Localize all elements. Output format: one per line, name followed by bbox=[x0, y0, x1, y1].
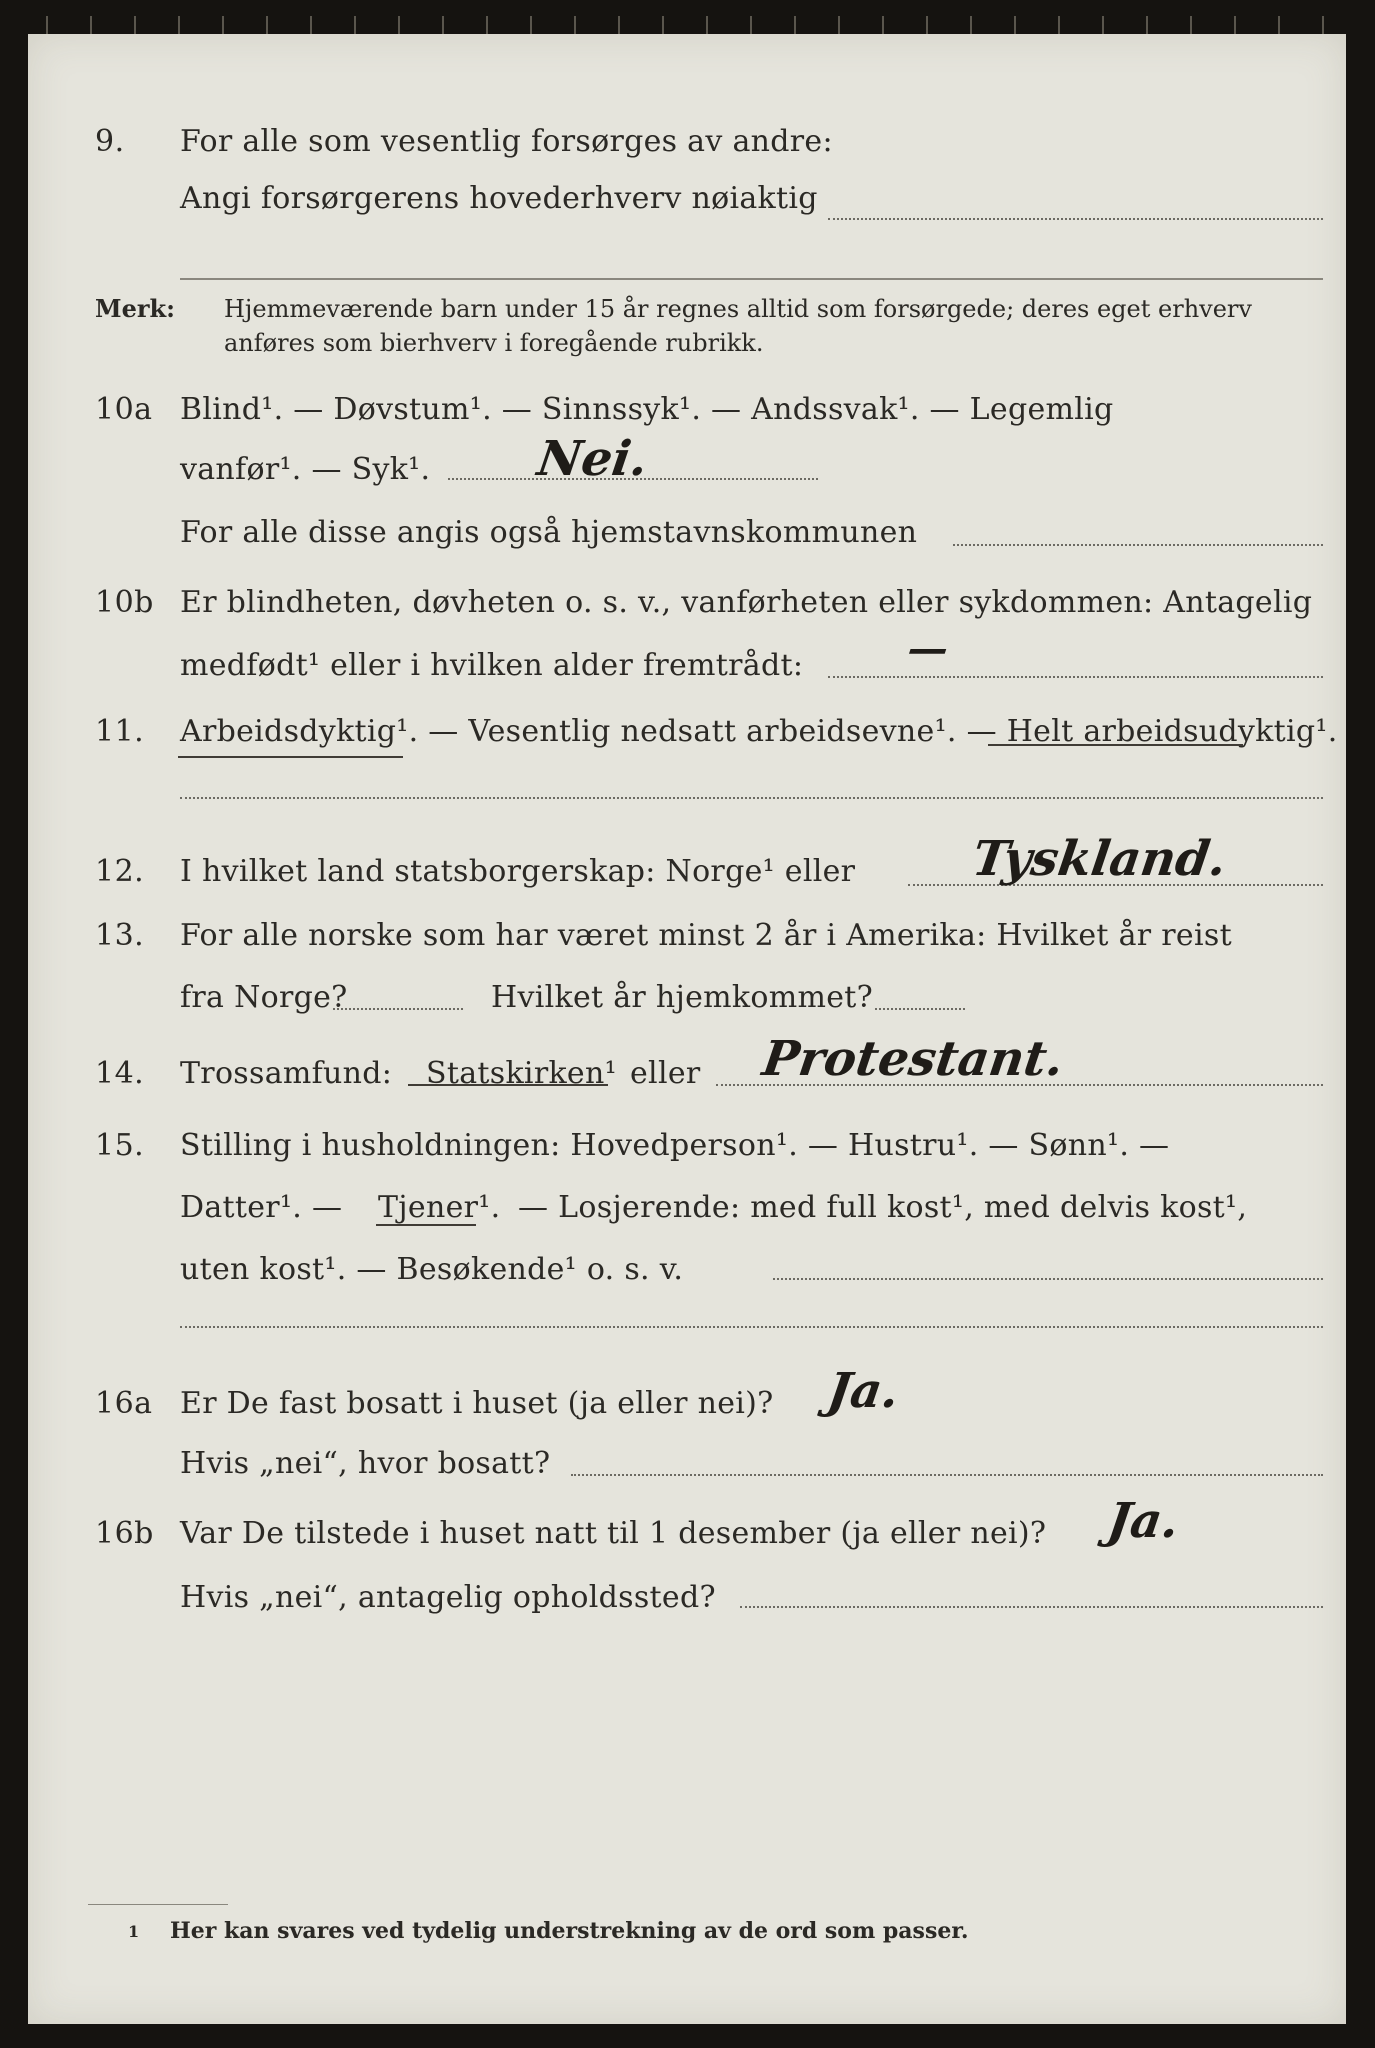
item-number: 10a bbox=[95, 392, 153, 427]
item-10a-line2 bbox=[28, 443, 1346, 497]
item-15-options: Stilling i husholdningen: Hovedperson¹. — Hustru¹. — Sønn¹. — bbox=[180, 1128, 1170, 1163]
item-16b-answer-field[interactable] bbox=[740, 1606, 1323, 1608]
item-10a-hometown-label: For alle disse angis også hjemstavnskommunen bbox=[180, 515, 918, 550]
option-arbeidsdyktig[interactable]: Arbeidsdyktig¹. bbox=[180, 714, 419, 749]
item-10a-line1 bbox=[28, 383, 1346, 437]
note-label: Merk: bbox=[95, 294, 175, 323]
item-16a-answer-field[interactable] bbox=[571, 1474, 1323, 1476]
item-15-datter[interactable]: Datter¹. — bbox=[180, 1190, 343, 1225]
item-9-provider-label: Angi forsørgerens hovederhverv nøiaktig bbox=[180, 181, 818, 216]
underline-statskirken bbox=[408, 1084, 608, 1086]
item-10a-options-2: vanfør¹. — Syk¹. bbox=[180, 452, 431, 487]
item-10b-answer-field[interactable] bbox=[828, 676, 1323, 678]
item-number: 14. bbox=[95, 1056, 145, 1091]
item-13-departure-label: fra Norge? bbox=[180, 980, 348, 1015]
item-9-answer-field[interactable] bbox=[828, 218, 1323, 220]
item-number: 11. bbox=[95, 714, 145, 749]
handwritten-answer-16a: Ja. bbox=[824, 1363, 903, 1419]
item-13-line2 bbox=[28, 971, 1346, 1025]
item-15-losjerende: — Losjerende: med full kost¹, med delvis kost¹, bbox=[518, 1190, 1248, 1225]
item-number: 16b bbox=[95, 1516, 154, 1551]
handwritten-answer-10a: Nei. bbox=[534, 431, 652, 487]
item-15-answer-field[interactable] bbox=[773, 1278, 1323, 1280]
item-11-options bbox=[180, 705, 1338, 759]
strikethrough-helt-udyktig bbox=[988, 744, 1243, 746]
item-13-return-label: Hvilket år hjemkommet? bbox=[491, 980, 874, 1015]
item-9-question: For alle som vesentlig forsørges av andre: bbox=[180, 124, 833, 159]
item-14-line1 bbox=[28, 1047, 1346, 1101]
underline-arbeidsdyktig bbox=[178, 756, 403, 758]
handwritten-answer-16b: Ja. bbox=[1104, 1493, 1183, 1549]
item-13-line1 bbox=[28, 909, 1346, 963]
item-16b-line2 bbox=[28, 1571, 1346, 1625]
item-10b-question-2: medfødt¹ eller i hvilken alder fremtrådt: bbox=[180, 648, 804, 683]
item-number: 16a bbox=[95, 1386, 153, 1421]
scan-edge bbox=[28, 16, 1346, 34]
census-form-page bbox=[28, 34, 1346, 2024]
option-helt-udyktig[interactable]: Helt arbeidsudyktig¹. bbox=[1006, 714, 1338, 749]
item-10a-hometown-field[interactable] bbox=[953, 544, 1323, 546]
handwritten-answer-12: Tyskland. bbox=[969, 831, 1231, 887]
item-number: 9. bbox=[95, 124, 125, 159]
item-10b-line2 bbox=[28, 639, 1346, 693]
option-nedsatt[interactable]: — Vesentlig nedsatt arbeidsevne¹. — bbox=[428, 714, 997, 749]
handwritten-answer-14: Protestant. bbox=[759, 1031, 1068, 1087]
item-number: 12. bbox=[95, 854, 145, 889]
option-statskirken[interactable]: Statskirken¹ bbox=[426, 1056, 617, 1091]
item-10a-line3 bbox=[28, 506, 1346, 560]
item-11-answer-field[interactable] bbox=[180, 797, 1323, 799]
item-16a-followup: Hvis „nei“, hvor bosatt? bbox=[180, 1446, 551, 1481]
item-10b-question: Er blindheten, døvheten o. s. v., vanførheten eller sykdommen: Antagelig bbox=[180, 585, 1313, 620]
item-16b-followup: Hvis „nei“, antagelig opholdssted? bbox=[180, 1580, 716, 1615]
item-13-departure-field[interactable] bbox=[333, 1008, 463, 1010]
option-tjener[interactable]: Tjener¹. bbox=[378, 1190, 501, 1225]
item-9-line1 bbox=[28, 115, 1346, 169]
footnote-text: Her kan svares ved tydelig understrekning av de ord som passer. bbox=[170, 1918, 969, 1944]
item-15-line1 bbox=[28, 1119, 1346, 1173]
item-16a-question: Er De fast bosatt i huset (ja eller nei)? bbox=[180, 1386, 774, 1421]
note-text-line1: Hjemmeværende barn under 15 år regnes alltid som forsørgede; deres eget erhverv bbox=[224, 295, 1252, 323]
item-16a-line2 bbox=[28, 1437, 1346, 1491]
item-9-answer-field-2[interactable] bbox=[180, 278, 1323, 280]
item-number: 10b bbox=[95, 585, 154, 620]
item-12-question: I hvilket land statsborgerskap: Norge¹ eller bbox=[180, 854, 856, 889]
item-10a-options: Blind¹. — Døvstum¹. — Sinnssyk¹. — Andssvak¹. — Legemlig bbox=[180, 392, 1114, 427]
item-16a-line1 bbox=[28, 1377, 1346, 1431]
item-10b-line1 bbox=[28, 576, 1346, 630]
item-15-answer-field-2[interactable] bbox=[180, 1326, 1323, 1328]
note-text-line2: anføres som bierhverv i foregående rubrikk. bbox=[224, 329, 764, 357]
item-14-or: eller bbox=[630, 1056, 701, 1091]
item-11-line1 bbox=[28, 705, 1346, 759]
item-number: 13. bbox=[95, 918, 145, 953]
item-15-line3 bbox=[28, 1243, 1346, 1297]
underline-tjener bbox=[376, 1224, 476, 1226]
footnote-rule bbox=[88, 1904, 228, 1905]
item-15-options-3: uten kost¹. — Besøkende¹ o. s. v. bbox=[180, 1252, 684, 1287]
item-13-return-field[interactable] bbox=[875, 1008, 965, 1010]
item-16b-question: Var De tilstede i huset natt til 1 desember (ja eller nei)? bbox=[180, 1516, 1047, 1551]
item-14-label: Trossamfund: bbox=[180, 1056, 393, 1091]
footnote-mark: 1 bbox=[128, 1922, 140, 1941]
item-13-question: For alle norske som har været minst 2 år i Amerika: Hvilket år reist bbox=[180, 918, 1232, 953]
item-15-line2 bbox=[28, 1181, 1346, 1235]
handwritten-answer-10b: — bbox=[904, 625, 952, 672]
item-number: 15. bbox=[95, 1128, 145, 1163]
